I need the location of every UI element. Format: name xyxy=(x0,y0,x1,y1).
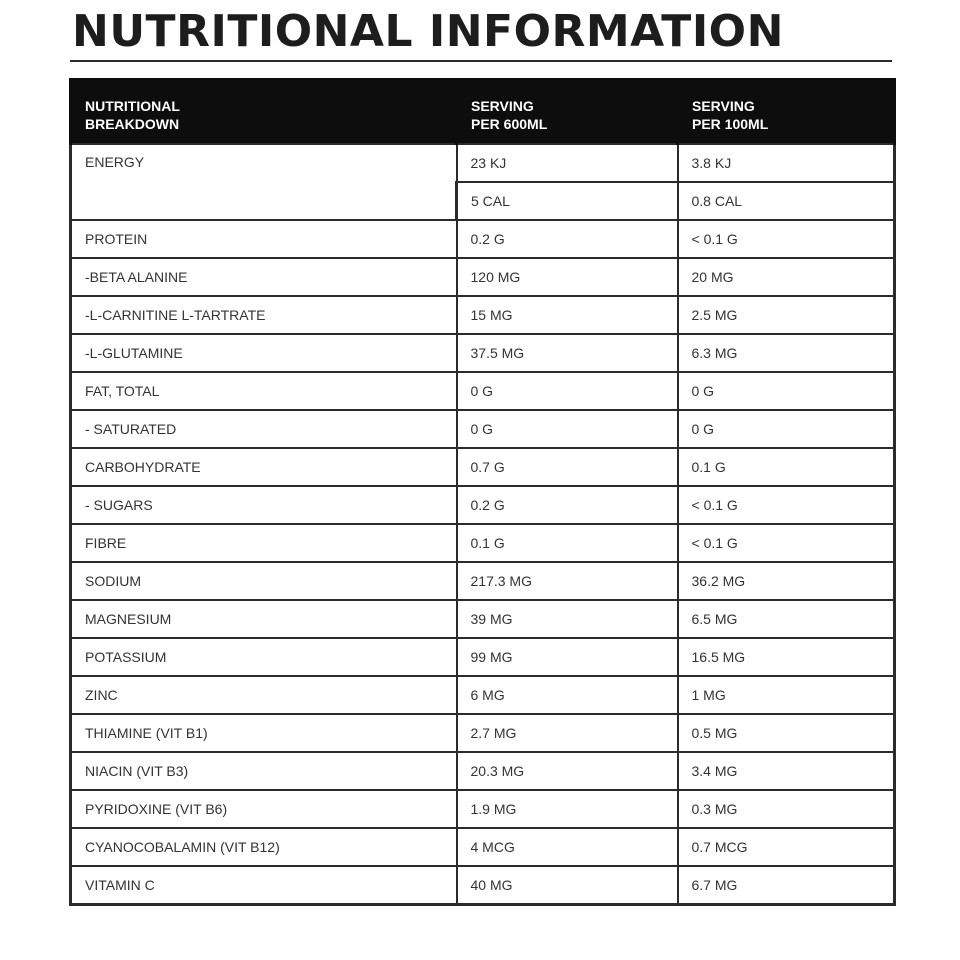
table-row xyxy=(71,524,895,562)
value-per-600ml: 15 MG xyxy=(457,296,678,334)
value-per-600ml: 0.2 G xyxy=(457,220,678,258)
table-row xyxy=(71,410,895,448)
nutrient-label: PYRIDOXINE (VIT B6) xyxy=(71,790,457,828)
table-row xyxy=(71,258,895,296)
header-serving-per-100ml xyxy=(678,80,895,145)
value-per-100ml: 0.7 MCG xyxy=(678,828,895,866)
header-line: SERVING xyxy=(471,98,534,114)
table-row xyxy=(71,752,895,790)
value-per-600ml: 0.7 G xyxy=(457,448,678,486)
nutrient-label: - SATURATED xyxy=(71,410,457,448)
value-per-100ml: 0 G xyxy=(678,410,895,448)
value-per-600ml: 37.5 MG xyxy=(457,334,678,372)
table-row xyxy=(71,220,895,258)
header-row xyxy=(71,80,895,145)
header-line: SERVING xyxy=(692,98,755,114)
title-divider xyxy=(70,60,892,62)
value-per-600ml: 6 MG xyxy=(457,676,678,714)
table-row xyxy=(71,372,895,410)
nutrient-label: SODIUM xyxy=(71,562,457,600)
nutrient-label: NIACIN (VIT B3) xyxy=(71,752,457,790)
value-per-100ml: 20 MG xyxy=(678,258,895,296)
value-per-600ml: 20.3 MG xyxy=(457,752,678,790)
value-per-100ml: < 0.1 G xyxy=(678,486,895,524)
value-per-100ml: 6.3 MG xyxy=(678,334,895,372)
nutrient-label: VITAMIN C xyxy=(71,866,457,905)
nutrient-label: PROTEIN xyxy=(71,220,457,258)
value-per-600ml: 23 KJ xyxy=(457,144,678,182)
value-per-100ml: 3.4 MG xyxy=(678,752,895,790)
table-row xyxy=(71,638,895,676)
nutrient-label: POTASSIUM xyxy=(71,638,457,676)
header-nutritional-breakdown xyxy=(71,80,457,145)
nutrition-table xyxy=(69,78,896,906)
table-row xyxy=(71,486,895,524)
table-row xyxy=(71,866,895,905)
value-per-100ml: 0.8 CAL xyxy=(678,182,895,220)
nutrient-label: THIAMINE (VIT B1) xyxy=(71,714,457,752)
table-row xyxy=(71,676,895,714)
value-per-100ml: 6.7 MG xyxy=(678,866,895,905)
nutrient-label: -BETA ALANINE xyxy=(71,258,457,296)
value-per-600ml: 39 MG xyxy=(457,600,678,638)
nutrient-label: CYANOCOBALAMIN (VIT B12) xyxy=(71,828,457,866)
table-header xyxy=(71,80,895,145)
value-per-100ml: 0.1 G xyxy=(678,448,895,486)
value-per-600ml: 120 MG xyxy=(457,258,678,296)
nutrient-label: ENERGY xyxy=(71,144,457,220)
table-row xyxy=(71,334,895,372)
value-per-600ml: 1.9 MG xyxy=(457,790,678,828)
table-row xyxy=(71,790,895,828)
table-row xyxy=(71,562,895,600)
value-per-600ml: 4 MCG xyxy=(457,828,678,866)
value-per-100ml: 16.5 MG xyxy=(678,638,895,676)
nutrient-label: CARBOHYDRATE xyxy=(71,448,457,486)
table-row xyxy=(71,448,895,486)
value-per-100ml: 0.3 MG xyxy=(678,790,895,828)
nutrient-label: FAT, TOTAL xyxy=(71,372,457,410)
header-line: PER 600ML xyxy=(471,116,548,132)
table-body xyxy=(71,144,895,905)
header-line: PER 100ML xyxy=(692,116,769,132)
value-per-600ml: 99 MG xyxy=(457,638,678,676)
nutrient-label: - SUGARS xyxy=(71,486,457,524)
value-per-100ml: 2.5 MG xyxy=(678,296,895,334)
nutrient-label: -L-GLUTAMINE xyxy=(71,334,457,372)
value-per-100ml: 0 G xyxy=(678,372,895,410)
value-per-600ml: 0 G xyxy=(457,372,678,410)
value-per-100ml: < 0.1 G xyxy=(678,220,895,258)
value-per-600ml: 217.3 MG xyxy=(457,562,678,600)
value-per-100ml: 6.5 MG xyxy=(678,600,895,638)
nutrient-label: MAGNESIUM xyxy=(71,600,457,638)
page-title: NUTRITIONAL INFORMATION xyxy=(72,6,784,57)
table-row xyxy=(71,714,895,752)
value-per-100ml: < 0.1 G xyxy=(678,524,895,562)
table-row xyxy=(71,828,895,866)
header-line: NUTRITIONAL xyxy=(85,98,180,114)
value-per-600ml: 0.2 G xyxy=(457,486,678,524)
header-serving-per-600ml xyxy=(457,80,678,145)
value-per-600ml: 5 CAL xyxy=(457,182,678,220)
value-per-100ml: 3.8 KJ xyxy=(678,144,895,182)
value-per-600ml: 40 MG xyxy=(457,866,678,905)
value-per-100ml: 0.5 MG xyxy=(678,714,895,752)
value-per-600ml: 0.1 G xyxy=(457,524,678,562)
table-row-energy-kj xyxy=(71,144,895,182)
value-per-600ml: 0 G xyxy=(457,410,678,448)
value-per-600ml: 2.7 MG xyxy=(457,714,678,752)
header-line: BREAKDOWN xyxy=(85,116,180,132)
value-per-100ml: 1 MG xyxy=(678,676,895,714)
table-row xyxy=(71,600,895,638)
nutrient-label: FIBRE xyxy=(71,524,457,562)
nutrient-label: ZINC xyxy=(71,676,457,714)
nutrient-label: -L-CARNITINE L-TARTRATE xyxy=(71,296,457,334)
table-row xyxy=(71,296,895,334)
value-per-100ml: 36.2 MG xyxy=(678,562,895,600)
